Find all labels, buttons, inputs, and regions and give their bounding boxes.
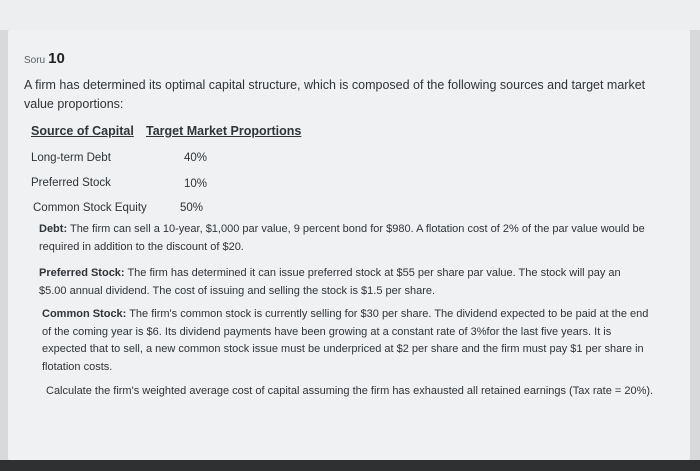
common-text: The firm's common stock is currently selling for $30 per share. The dividend expected to be paid at the end of the coming year is $6. Its dividend payments have been growing at a constant rate of 3%for the last five years. It is expected that to sell, a new common stock issue must be underpriced at $2 per share and the firm must pay $1 per share in flotation costs. [42,308,649,373]
row-source-common: Common Stock Equity [33,202,147,214]
preferred-text: The firm has determined it can issue preferred stock at $55 per share par value. The stock will pay an $5.00 annual dividend. The cost of issuing and selling the stock is $1.5 per share. [39,267,621,297]
row-proportion-preferred: 10% [184,178,208,190]
debt-text: The firm can sell a 10-year, $1,000 par value, 9 percent bond for $980. A flotation cost of 2% of the par value would be required in addition to the discount of $20. [39,223,645,253]
task-paragraph: Calculate the firm's weighted average cost of capital assuming the firm has exhausted all retained earnings (Tax rate = 20%). [46,385,654,397]
header-proportions: Target Market Proportions [146,124,302,138]
debt-paragraph [39,221,651,256]
question-label [24,50,65,67]
top-bar [0,0,700,30]
preferred-title: Preferred Stock: [39,267,125,279]
intro-text: A firm has determined its optimal capital structure, which is composed of the following sources and target market value proportions: [24,78,646,111]
common-title: Common Stock: [42,308,127,320]
row-source-preferred: Preferred Stock [31,177,111,189]
question-card [8,30,690,460]
bottom-strip [0,460,700,471]
question-prefix: Soru [24,55,46,66]
preferred-paragraph [39,265,651,300]
row-source-debt: Long-term Debt [31,152,111,164]
common-paragraph [42,306,654,376]
debt-title: Debt: [39,223,68,235]
row-proportion-debt: 40% [184,152,208,164]
row-proportion-common: 50% [180,202,204,214]
question-number: 10 [48,50,65,67]
header-source: Source of Capital [31,124,134,138]
